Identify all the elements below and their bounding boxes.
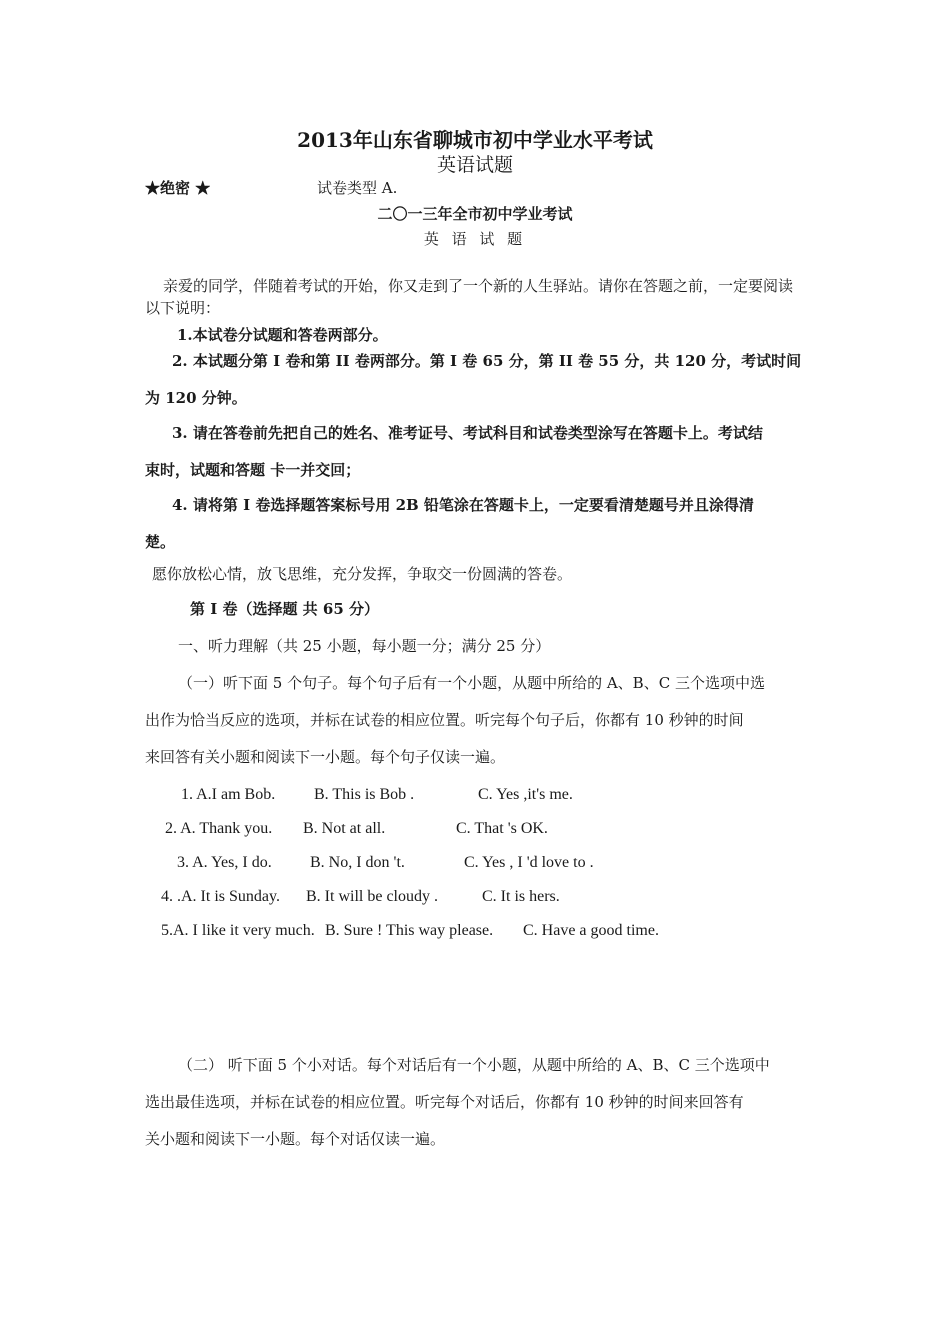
section2-line3: 关小题和阅读下一小题。每个对话仅读一遍。 [145,1130,446,1148]
question-1-option-b: B. This is Bob . [314,786,415,803]
section1-line2: 出作为恰当反应的选项，并标在试卷的相应位置。听完每个句子后，你都有 10 秒钟的时间 [145,711,744,729]
section1-line3: 来回答有关小题和阅读下一小题。每个句子仅读一遍。 [145,748,506,766]
rule-1: 1.本试卷分试题和答卷两部分。 [177,326,388,344]
question-4-option-c: C. It is hers. [482,888,560,905]
exam-subtitle: 英语试题 [436,154,513,176]
rule-2-line1: 2. 本试题分第 I 卷和第 II 卷两部分。第 I 卷 65 分，第 II 卷 55 分，共 120 分，考试时间 [172,352,802,370]
paper-type: 试卷类型 A. [317,179,398,197]
question-4-option-a: 4. .A. It is Sunday. [161,888,280,905]
exam-heading: 二〇一三年全市初中学业考试 [377,205,573,223]
question-3-option-a: 3. A. Yes, I do. [177,854,272,871]
question-2-option-b: B. Not at all. [303,820,386,837]
rule-4-line1: 4. 请将第 I 卷选择题答案标号用 2B 铅笔涂在答题卡上，一定要看清楚题号并且涂得清 [172,496,754,514]
secret-label: ★绝密 ★ [145,179,211,197]
exam-subheading: 英 语 试 题 [423,230,527,248]
exam-title: 2013年山东省聊城市初中学业水平考试 [297,128,653,152]
section2-line1: （二） 听下面 5 个小对话。每个对话后有一个小题，从题中所给的 A、B、C 三个选项中 [178,1056,770,1074]
rule-3-line1: 3. 请在答卷前先把自己的姓名、准考证号、考试科目和试卷类型涂写在答题卡上。考试结 [172,424,763,442]
question-3-option-c: C. Yes , I 'd love to . [464,854,594,871]
question-2-option-c: C. That 's OK. [456,820,548,837]
question-5-option-a: 5.A. I like it very much. [161,922,315,939]
section1-line1: （一）听下面 5 个句子。每个句子后有一个小题，从题中所给的 A、B、C 三个选项中选 [178,674,765,692]
question-5-option-b: B. Sure ! This way please. [325,922,494,939]
part1-heading: 第 I 卷（选择题 共 65 分） [190,600,380,618]
intro-greeting: 亲爱的同学，伴随着考试的开始，你又走到了一个新的人生驿站。请你在答题之前，一定要阅读以下说明： [145,277,794,317]
question-3-option-b: B. No, I don 't. [310,854,405,871]
question-2-option-a: 2. A. Thank you. [165,820,273,837]
question-1-option-a: 1. A.I am Bob. [181,786,276,803]
rule-2-line2: 为 120 分钟。 [145,389,247,407]
section2-line2: 选出最佳选项，并标在试卷的相应位置。听完每个对话后，你都有 10 秒钟的时间来回答有 [145,1093,744,1111]
question-5-option-c: C. Have a good time. [523,922,659,939]
rule-4-line2: 楚。 [145,533,176,551]
question-4-option-b: B. It will be cloudy . [306,888,438,905]
question-1-option-c: C. Yes ,it's me. [478,786,573,803]
rule-3-line2: 束时，试题和答题 卡一并交回； [145,461,361,479]
listening-heading: 一、听力理解（共 25 小题，每小题一分；满分 25 分） [178,637,551,655]
intro-wish: 愿你放松心情，放飞思维，充分发挥，争取交一份圆满的答卷。 [152,565,573,583]
